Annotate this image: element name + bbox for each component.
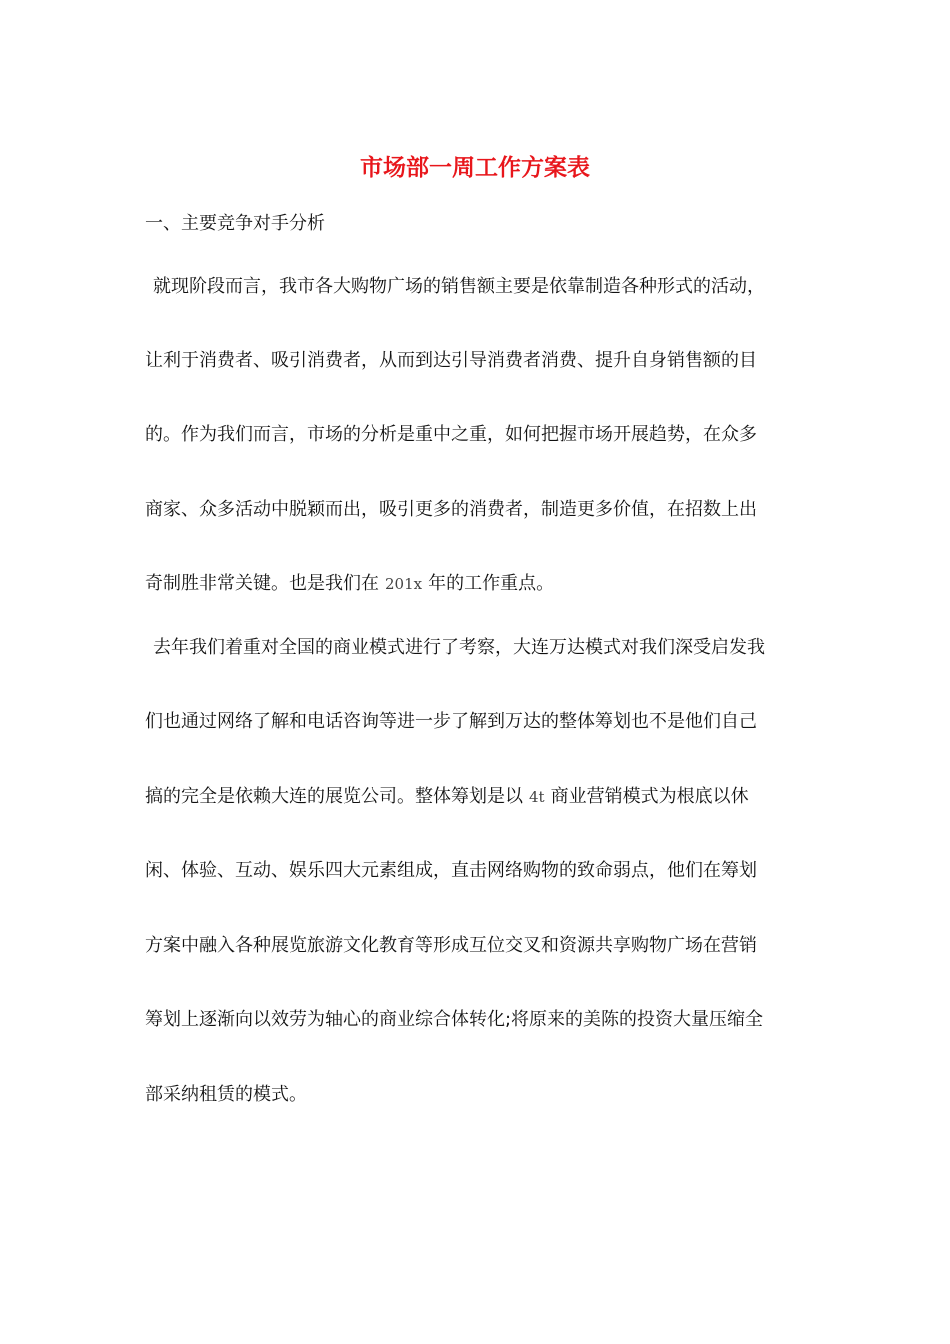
model-code-text: 4t <box>529 788 545 806</box>
text-segment: 年的工作重点。 <box>428 573 555 594</box>
text-segment: 奇制胜非常关键。也是我们在 <box>145 573 379 594</box>
paragraph-line <box>145 570 810 598</box>
text-segment: 搞的完全是依赖大连的展览公司。整体筹划是以 <box>145 786 523 807</box>
paragraph-line: 筹划上逐渐向以效劳为轴心的商业综合体转化;将原来的美陈的投资大量压缩全 <box>145 1009 764 1030</box>
paragraph-line: 们也通过网络了解和电话咨询等进一步了解到万达的整体筹划也不是他们自己 <box>145 711 757 732</box>
section-heading: 一、主要竞争对手分析 <box>145 213 325 234</box>
document-title: 市场部一周工作方案表 <box>360 154 590 181</box>
paragraph-line: 去年我们着重对全国的商业模式进行了考察，大连万达模式对我们深受启发我 <box>153 637 765 658</box>
text-segment: 商业营销模式为根底以休 <box>550 786 749 807</box>
paragraph-line: 闲、体验、互动、娱乐四大元素组成，直击网络购物的致命弱点，他们在筹划 <box>145 860 757 881</box>
year-text: 201x <box>385 575 423 593</box>
paragraph-line: 就现阶段而言，我市各大购物广场的销售额主要是依靠制造各种形式的活动， <box>153 276 765 297</box>
paragraph-line: 让利于消费者、吸引消费者，从而到达引导消费者消费、提升自身销售额的目 <box>145 350 757 371</box>
paragraph-line: 商家、众多活动中脱颖而出，吸引更多的消费者，制造更多价值，在招数上出 <box>145 499 757 520</box>
paragraph-line: 部采纳租赁的模式。 <box>145 1084 307 1105</box>
paragraph-line: 方案中融入各种展览旅游文化教育等形成互位交叉和资源共享购物广场在营销 <box>145 935 757 956</box>
paragraph-line: 的。作为我们而言，市场的分析是重中之重，如何把握市场开展趋势，在众多 <box>145 424 757 445</box>
paragraph-line <box>145 783 810 811</box>
